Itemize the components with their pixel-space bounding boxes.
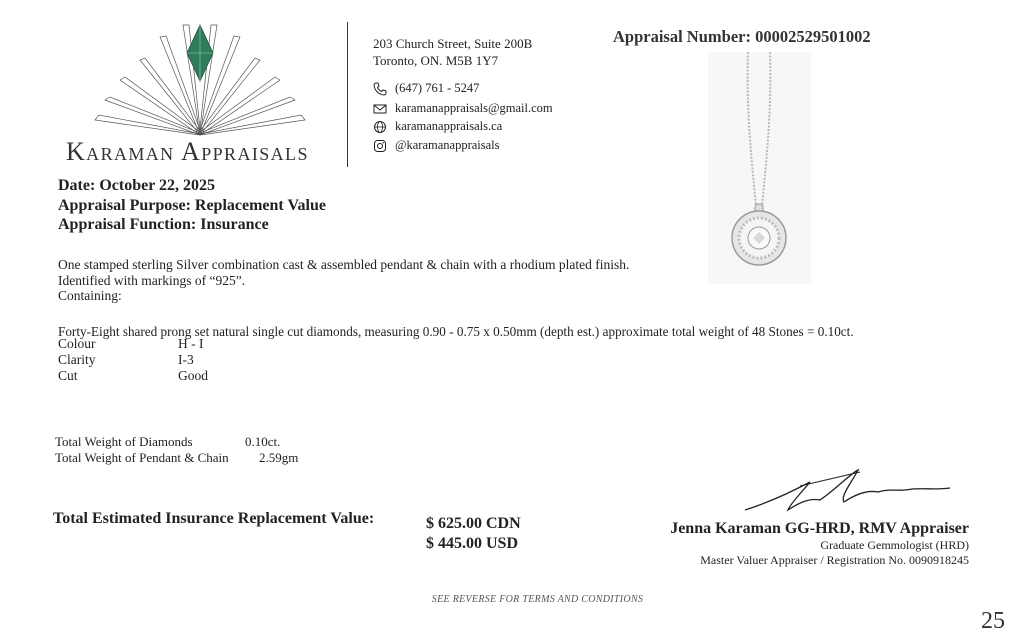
description-line3: Containing: bbox=[58, 288, 122, 303]
property-label: Colour bbox=[58, 336, 96, 351]
signature bbox=[740, 462, 960, 517]
terms-footer: SEE REVERSE FOR TERMS AND CONDITIONS bbox=[431, 594, 644, 605]
total-row bbox=[55, 434, 298, 450]
phone-icon bbox=[373, 82, 387, 96]
description-line1: One stamped sterling Silver combination cast & assembled pendant & chain with a rhodium plated finish. bbox=[58, 257, 630, 272]
total-row bbox=[55, 450, 298, 466]
property-value: Good bbox=[178, 368, 208, 383]
instagram-link[interactable]: @karamanappraisals bbox=[395, 138, 500, 152]
brand-name: Karaman Appraisals bbox=[66, 137, 309, 166]
total-value: 2.59gm bbox=[259, 450, 299, 465]
phone-text[interactable]: (647) 761 - 5247 bbox=[395, 81, 480, 95]
phone-row bbox=[373, 81, 479, 96]
website-row bbox=[373, 119, 502, 134]
valuation-usd: $ 445.00 USD bbox=[426, 535, 519, 552]
total-label: Total Weight of Pendant & Chain bbox=[55, 450, 229, 465]
valuation-cdn: $ 625.00 CDN bbox=[426, 515, 521, 532]
appraiser-title: Graduate Gemmologist (HRD) bbox=[820, 538, 969, 552]
appraisal-function: Appraisal Function: Insurance bbox=[58, 216, 269, 233]
weight-totals bbox=[55, 434, 298, 466]
property-row bbox=[58, 368, 208, 384]
diamond-description: Forty-Eight shared prong set natural single cut diamonds, measuring 0.90 - 0.75 x 0.50mm (depth est.) approximate total weight of 48 Stones = 0.10ct. bbox=[58, 324, 854, 339]
property-value: H - I bbox=[178, 336, 204, 351]
property-label: Clarity bbox=[58, 352, 96, 367]
appraiser-block bbox=[670, 520, 969, 568]
appraiser-registration: Master Valuer Appraiser / Registration No. 0090918245 bbox=[700, 553, 969, 567]
valuation-label: Total Estimated Insurance Replacement Value: bbox=[53, 510, 375, 527]
email-icon bbox=[373, 102, 387, 116]
property-row bbox=[58, 336, 208, 352]
property-label: Cut bbox=[58, 368, 78, 383]
instagram-row bbox=[373, 138, 500, 153]
total-value: 0.10ct. bbox=[245, 434, 281, 449]
header-divider bbox=[347, 22, 348, 167]
email-row bbox=[373, 101, 553, 116]
appraisal-date: Date: October 22, 2025 bbox=[58, 177, 215, 194]
page-mark: 25 bbox=[981, 608, 1005, 634]
globe-icon bbox=[373, 120, 387, 134]
total-label: Total Weight of Diamonds bbox=[55, 434, 193, 449]
item-photo bbox=[708, 52, 811, 284]
diamond-properties bbox=[58, 336, 208, 384]
property-row bbox=[58, 352, 208, 368]
appraisal-number: Appraisal Number: 00002529501002 bbox=[613, 27, 871, 46]
property-value: I-3 bbox=[178, 352, 194, 367]
description-line2: Identified with markings of “925”. bbox=[58, 273, 246, 288]
address-line1: 203 Church Street, Suite 200B bbox=[373, 36, 533, 51]
brand-logo bbox=[85, 15, 315, 140]
website-link[interactable]: karamanappraisals.ca bbox=[395, 119, 503, 133]
appraiser-name: Jenna Karaman GG-HRD, RMV Appraiser bbox=[670, 520, 969, 537]
email-link[interactable]: karamanappraisals@gmail.com bbox=[395, 101, 553, 115]
instagram-icon bbox=[373, 139, 387, 153]
address-line2: Toronto, ON. M5B 1Y7 bbox=[373, 53, 499, 68]
appraisal-purpose: Appraisal Purpose: Replacement Value bbox=[58, 197, 326, 214]
